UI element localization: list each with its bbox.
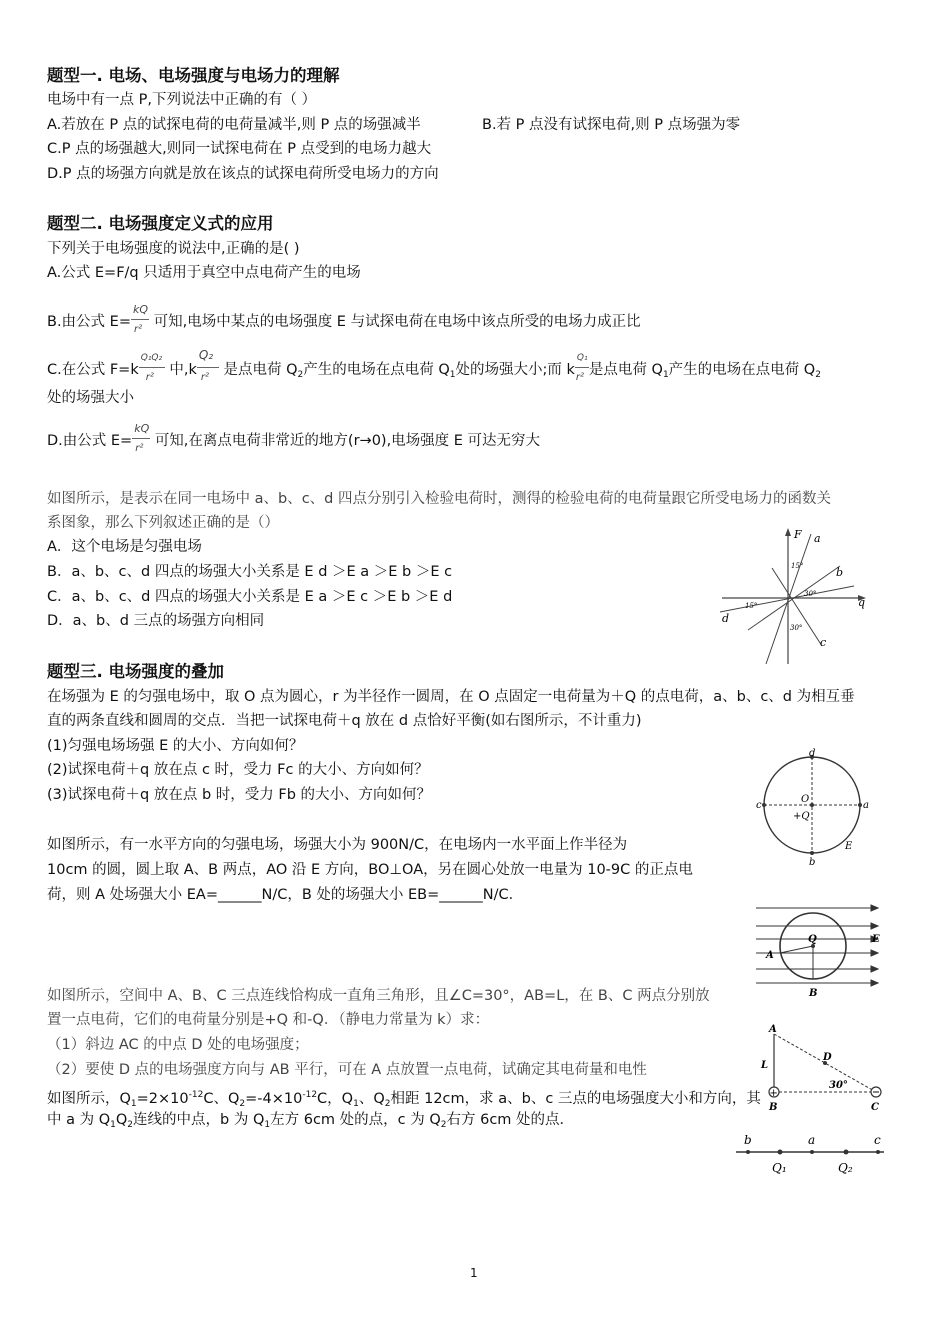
option-c: C.P 点的场强越大,则同一试探电荷在 P 点受到的电场力越大 — [47, 141, 432, 157]
option-c-mid3: 产生的电场在点电荷 Q — [303, 362, 450, 378]
text: =2×10 — [136, 1091, 189, 1107]
question-2: (2)试探电荷＋q 放在点 c 时，受力 Fc 的大小、方向如何？ — [47, 762, 429, 778]
right-triangle-figure — [755, 1018, 890, 1113]
problem6-line2: 置一点电荷，它们的电荷量分别是+Q 和-Q．（静电力常量为 k）求： — [47, 1012, 490, 1028]
option-c-prefix: C.在公式 F=k — [47, 362, 139, 378]
subscript: 2 — [440, 1120, 447, 1130]
option-d-prefix: D.由公式 E= — [47, 433, 133, 449]
problem5-line2: 10cm 的圆，圆上取 A、B 两点，AO 沿 E 方向，BO⊥OA，另在圆心处放一电量为 10-9C 的正点电 — [47, 862, 693, 878]
text: Q — [115, 1112, 128, 1128]
text: 中 a 为 Q — [47, 1112, 111, 1128]
point-a-label: a — [808, 1133, 816, 1147]
text: C、Q — [203, 1091, 240, 1107]
field-force-graph — [712, 526, 872, 668]
option-b: B．a、b、c、d 四点的场强大小关系是 E d ＞E a ＞E b ＞E c — [47, 564, 453, 580]
text: 左方 6cm 处的点，c 为 Q — [270, 1112, 441, 1128]
point-d-label: d — [809, 748, 816, 759]
option-a: A．这个电场是匀强电场 — [47, 539, 202, 555]
point-b-label: B — [769, 1102, 778, 1113]
point-c-label: C — [871, 1102, 879, 1113]
question-3: (3)试探电荷＋q 放在点 b 时，受力 Fb 的大小、方向如何？ — [47, 787, 432, 803]
angle-label: 30° — [804, 590, 817, 598]
text: =-4×10 — [245, 1091, 303, 1107]
point-d-label: D — [823, 1052, 832, 1063]
circle-field-figure — [755, 748, 875, 868]
subscript: 1 — [264, 1120, 271, 1130]
problem3-line2: 系图象，那么下列叙述正确的是（） — [47, 515, 279, 531]
section1-title: 题型一. 电场、电场强度与电场力的理解 — [47, 66, 340, 85]
charge-q2-label: Q₂ — [838, 1161, 853, 1175]
question-1: (1)匀强电场场强 E 的大小、方向如何？ — [47, 738, 304, 754]
question-1: （1）斜边 AC 的中点 D 处的电场强度； — [47, 1037, 309, 1053]
text: 、Q — [358, 1091, 385, 1107]
subscript: 1 — [110, 1120, 116, 1130]
problem7-line2 — [47, 1110, 574, 1135]
point-a-label: A — [769, 1024, 777, 1035]
point-o-label: O — [801, 794, 810, 805]
point-b-label: B — [809, 988, 818, 999]
plus-icon: + — [769, 1088, 778, 1099]
point-b-label: b — [744, 1133, 752, 1147]
point-c-label: c — [756, 800, 762, 811]
option-a-text: A.若放在 P 点的试探电荷的电荷量减半,则 P 点的场强减半 — [47, 117, 421, 133]
option-c-mid1: 中,k — [169, 362, 197, 378]
text: 相距 12cm，求 a、b、c 三点的电场强度大小和方向，其 — [390, 1091, 761, 1107]
option-d — [47, 422, 541, 454]
frac-denominator: r² — [145, 372, 154, 383]
subscript: 2 — [239, 1099, 246, 1109]
formula-q1q2-r2 — [139, 353, 165, 383]
line-b-label: b — [836, 566, 844, 579]
side-l-label: L — [761, 1060, 769, 1071]
angle-label: 30° — [829, 1080, 848, 1091]
subscript: 2 — [297, 370, 304, 380]
frac-denominator: r² — [200, 372, 209, 383]
option-b: B.若 P 点没有试探电荷,则 P 点场强为零 — [482, 117, 741, 133]
frac-numerator: kQ — [132, 303, 149, 316]
option-c: C．a、b、c、d 四点的场强大小关系是 E a ＞E c ＞E b ＞E d — [47, 589, 453, 605]
frac-numerator: Q₂ — [198, 348, 214, 362]
line-d-label: d — [722, 612, 730, 625]
formula-kq-r2 — [131, 303, 149, 335]
section3-title: 题型三. 电场强度的叠加 — [47, 662, 225, 681]
frac-numerator: Q₁ — [576, 353, 588, 363]
subscript: 1 — [662, 370, 669, 380]
charge-q1-label: Q₁ — [772, 1161, 787, 1175]
option-a: A.公式 E=F/q 只适用于真空中点电荷产生的电场 — [47, 265, 361, 281]
question-stem: 下列关于电场强度的说法中,正确的是( ) — [47, 241, 300, 257]
angle-label: 15° — [791, 562, 804, 570]
superscript: -12 — [302, 1090, 318, 1100]
frac-numerator: kQ — [134, 422, 150, 435]
text: 右方 6cm 处的点． — [446, 1112, 575, 1128]
angle-label: 15° — [745, 602, 758, 610]
option-d: D.P 点的场强方向就是放在该点的试探电荷所受电场力的方向 — [47, 166, 439, 182]
line-c-label: c — [820, 636, 827, 649]
charge-q-label: Q — [808, 934, 817, 945]
option-c-mid6: 产生的电场在点电荷 Q — [668, 362, 816, 378]
line-a-label: a — [814, 532, 821, 545]
subscript: 2 — [127, 1120, 134, 1130]
option-c-mid2: 是点电荷 Q — [223, 362, 298, 378]
section2-title: 题型二. 电场强度定义式的应用 — [47, 214, 274, 233]
field-e-label: E — [845, 841, 853, 852]
formula-q1-r2 — [575, 353, 589, 383]
subscript: 2 — [815, 370, 821, 380]
text: 如图所示，Q — [47, 1091, 131, 1107]
point-a-label: a — [863, 800, 869, 811]
superscript: -12 — [188, 1090, 204, 1100]
option-c-mid5: 是点电荷 Q — [588, 362, 663, 378]
uniform-field-circle-figure — [752, 902, 887, 1002]
option-c-mid4: 处的场强大小;而 k — [455, 362, 575, 378]
problem5-line3: 荷，则 A 处场强大小 EA=______N/C，B 处的场强大小 EB=______N/C． — [47, 887, 524, 903]
subscript: 1 — [130, 1099, 137, 1109]
subscript: 2 — [384, 1099, 391, 1109]
frac-denominator: r² — [133, 324, 143, 335]
problem4-line2: 直的两条直线和圆周的交点．当把一试探电荷＋q 放在 d 点恰好平衡(如右图所示，不计重力) — [47, 713, 642, 729]
angle-label: 30° — [790, 624, 803, 632]
option-b-prefix: B.由公式 E= — [47, 314, 131, 330]
problem3-line1: 如图所示，是表示在同一电场中 a、b、c、d 四点分别引入检验电荷时，测得的检验电荷的电荷量跟它所受电场力的函数关 — [47, 491, 831, 507]
point-b-label: b — [809, 857, 816, 868]
option-c — [47, 348, 821, 385]
question-2: （2）要使 D 点的电场强度方向与 AB 平行，可在 A 点放置一点电荷，试确定其电荷量和电性 — [47, 1062, 647, 1078]
problem6-line1: 如图所示，空间中 A、B、C 三点连线恰构成一直角三角形，且∠C=30°，AB=L，在 B、C 两点分别放 — [47, 988, 710, 1004]
two-charges-line-figure — [730, 1130, 890, 1180]
axis-f-label: F — [794, 528, 802, 541]
option-c-line2: 处的场强大小 — [47, 390, 134, 406]
frac-denominator: r² — [575, 372, 585, 383]
point-c-label: c — [874, 1133, 881, 1147]
option-b — [47, 303, 641, 335]
text: 连线的中点，b 为 Q — [133, 1112, 265, 1128]
subscript: 1 — [353, 1099, 359, 1109]
question-stem: 电场中有一点 P,下列说法中正确的有（ ） — [47, 92, 317, 108]
frac-numerator: Q₁Q₂ — [140, 353, 163, 363]
problem5-line1: 如图所示，有一水平方向的匀强电场，场强大小为 900N/C，在电场内一水平面上作半径为 — [47, 837, 628, 853]
option-d-suffix: 可知,在离点电荷非常近的地方(r→0),电场强度 E 可达无穷大 — [154, 433, 541, 449]
option-d: D．a、b、d 三点的场强方向相同 — [47, 613, 265, 629]
formula-kq-r2 — [132, 422, 150, 454]
option-a — [47, 115, 421, 135]
point-a-label: A — [766, 950, 774, 961]
charge-q-label: +Q — [793, 811, 810, 822]
option-b-suffix: 可知,电场中某点的电场强度 E 与试探电荷在电场中该点所受的电场力成正比 — [153, 314, 641, 330]
subscript: 1 — [449, 370, 456, 380]
field-e-label: E — [872, 934, 880, 945]
formula-q2-r2 — [197, 348, 219, 383]
axis-q-label: q — [858, 596, 866, 609]
page-number: 1 — [470, 1266, 478, 1280]
problem4-line1: 在场强为 E 的匀强电场中，取 O 点为圆心，r 为半径作一圆周，在 O 点固定一电荷量为＋Q 的点电荷，a、b、c、d 为相互垂 — [47, 689, 855, 705]
frac-denominator: r² — [135, 443, 144, 454]
text: C，Q — [317, 1091, 354, 1107]
